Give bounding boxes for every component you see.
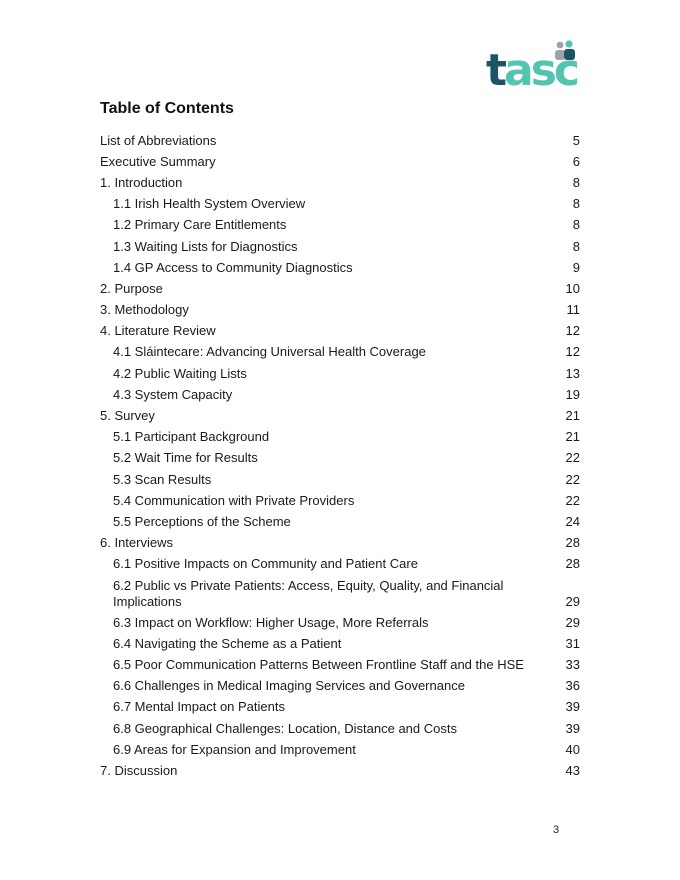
toc-entry-page: 13 [565, 365, 580, 381]
toc-entry-page: 19 [565, 386, 580, 402]
toc-entry-title: 6. Interviews [100, 535, 173, 551]
toc-entry[interactable] [100, 130, 580, 151]
toc-entry[interactable] [100, 469, 580, 490]
toc-title: Table of Contents [100, 100, 234, 117]
toc-entry-title: 5.2 Wait Time for Results [113, 450, 258, 466]
toc-entry-page: 43 [565, 763, 580, 779]
toc-entry-page: 8 [572, 196, 580, 212]
toc-entry-title: 1.1 Irish Health System Overview [113, 196, 306, 212]
toc-entry[interactable] [100, 194, 580, 215]
toc-entry-page: 12 [565, 344, 580, 360]
toc-entry[interactable] [100, 300, 580, 321]
toc-entry[interactable] [100, 676, 580, 697]
toc-entry-title: 1.2 Primary Care Entitlements [113, 217, 287, 233]
toc-entry[interactable] [100, 384, 580, 405]
toc-entry-page: 28 [565, 535, 580, 551]
toc-entry[interactable] [100, 633, 580, 654]
toc-entry-page: 28 [565, 556, 580, 572]
toc-entry-title: 6.5 Poor Communication Patterns Between Frontline Staff and the HSE [113, 657, 524, 673]
toc-entry-page: 39 [565, 699, 580, 715]
toc-entry-page: 33 [565, 657, 580, 673]
toc-entry[interactable] [100, 257, 580, 278]
toc-entry[interactable] [100, 342, 580, 363]
toc-entry-title: 4.1 Sláintecare: Advancing Universal Health Coverage [113, 344, 426, 360]
toc-entry-page: 5 [572, 132, 580, 148]
toc-entry-title: List of Abbreviations [100, 132, 217, 148]
toc-entry-title: 1. Introduction [100, 174, 183, 190]
toc-entry[interactable] [100, 575, 580, 612]
toc-entry[interactable] [100, 321, 580, 342]
toc-entry-title: 4. Literature Review [100, 323, 216, 339]
toc-entry-page: 22 [565, 450, 580, 466]
tasc-logo [486, 40, 582, 96]
logo-wordmark [486, 46, 577, 96]
toc-entry-page: 8 [572, 217, 580, 233]
toc-entry-page: 8 [572, 238, 580, 254]
toc-entry-title: 6.9 Areas for Expansion and Improvement [113, 741, 356, 757]
toc-entry[interactable] [100, 236, 580, 257]
toc-entry[interactable] [100, 363, 580, 384]
toc-entry-title: 4.2 Public Waiting Lists [113, 365, 247, 381]
toc-entry[interactable] [100, 511, 580, 532]
toc-entry-title: 5.4 Communication with Private Providers [113, 492, 355, 508]
toc-entry-title: 4.3 System Capacity [113, 386, 233, 402]
toc-entry[interactable] [100, 278, 580, 299]
toc-entry[interactable] [100, 655, 580, 676]
toc-entry[interactable] [100, 172, 580, 193]
toc-entry-page: 39 [565, 720, 580, 736]
toc-entry-title: 6.1 Positive Impacts on Community and Patient Care [113, 556, 418, 572]
toc-entry[interactable] [100, 405, 580, 426]
toc-entry-page: 21 [565, 408, 580, 424]
toc-entry-title: 6.2 Public vs Private Patients: Access, Equity, Quality, and Financial Implications [113, 577, 504, 609]
toc-entry-title: 6.7 Mental Impact on Patients [113, 699, 285, 715]
toc-entry[interactable] [100, 612, 580, 633]
toc-entry-title: 6.8 Geographical Challenges: Location, Distance and Costs [113, 720, 457, 736]
toc-entry-page: 8 [572, 174, 580, 190]
page-number: 3 [553, 824, 560, 836]
toc-entry-title: 5.3 Scan Results [113, 471, 212, 487]
toc-entry-title: Executive Summary [100, 153, 216, 169]
toc-entry-page: 9 [572, 259, 580, 275]
logo-letters-asc: asc [504, 45, 578, 96]
toc-entry-title: 3. Methodology [100, 302, 189, 318]
toc-entry-title: 2. Purpose [100, 280, 163, 296]
toc-entry[interactable] [100, 427, 580, 448]
toc-entry-page: 36 [565, 678, 580, 694]
toc-entry-title: 7. Discussion [100, 763, 178, 779]
toc-entry-title: 6.4 Navigating the Scheme as a Patient [113, 635, 342, 651]
toc-entry-title: 1.4 GP Access to Community Diagnostics [113, 259, 353, 275]
toc-entry-page: 21 [565, 429, 580, 445]
toc-entry[interactable] [100, 533, 580, 554]
toc-entry-page: 22 [565, 471, 580, 487]
logo-letter-t: t [486, 45, 505, 96]
toc-entry-title: 5.1 Participant Background [113, 429, 270, 445]
toc-entry-page: 12 [565, 323, 580, 339]
toc-entry-title: 1.3 Waiting Lists for Diagnostics [113, 238, 298, 254]
toc-entry-title: 5. Survey [100, 408, 155, 424]
toc-entry[interactable] [100, 718, 580, 739]
toc-list [100, 130, 580, 782]
toc-entry-page: 6 [572, 153, 580, 169]
toc-entry-title: 6.6 Challenges in Medical Imaging Services and Governance [113, 678, 465, 694]
toc-entry[interactable] [100, 490, 580, 511]
toc-entry-page: 31 [565, 635, 580, 651]
toc-entry[interactable] [100, 554, 580, 575]
toc-entry-page: 10 [565, 280, 580, 296]
toc-entry[interactable] [100, 739, 580, 760]
toc-entry[interactable] [100, 760, 580, 781]
toc-entry-page: 29 [565, 614, 580, 630]
toc-entry[interactable] [100, 215, 580, 236]
toc-entry[interactable] [100, 448, 580, 469]
toc-entry-page: 22 [565, 492, 580, 508]
toc-entry[interactable] [100, 697, 580, 718]
toc-entry-page: 40 [565, 741, 580, 757]
toc-entry-page: 24 [565, 513, 580, 529]
toc-entry-title: 5.5 Perceptions of the Scheme [113, 513, 291, 529]
toc-entry[interactable] [100, 151, 580, 172]
toc-entry-page: 29 [565, 593, 580, 609]
toc-entry-title: 6.3 Impact on Workflow: Higher Usage, More Referrals [113, 614, 429, 630]
toc-entry-page: 11 [566, 302, 580, 318]
